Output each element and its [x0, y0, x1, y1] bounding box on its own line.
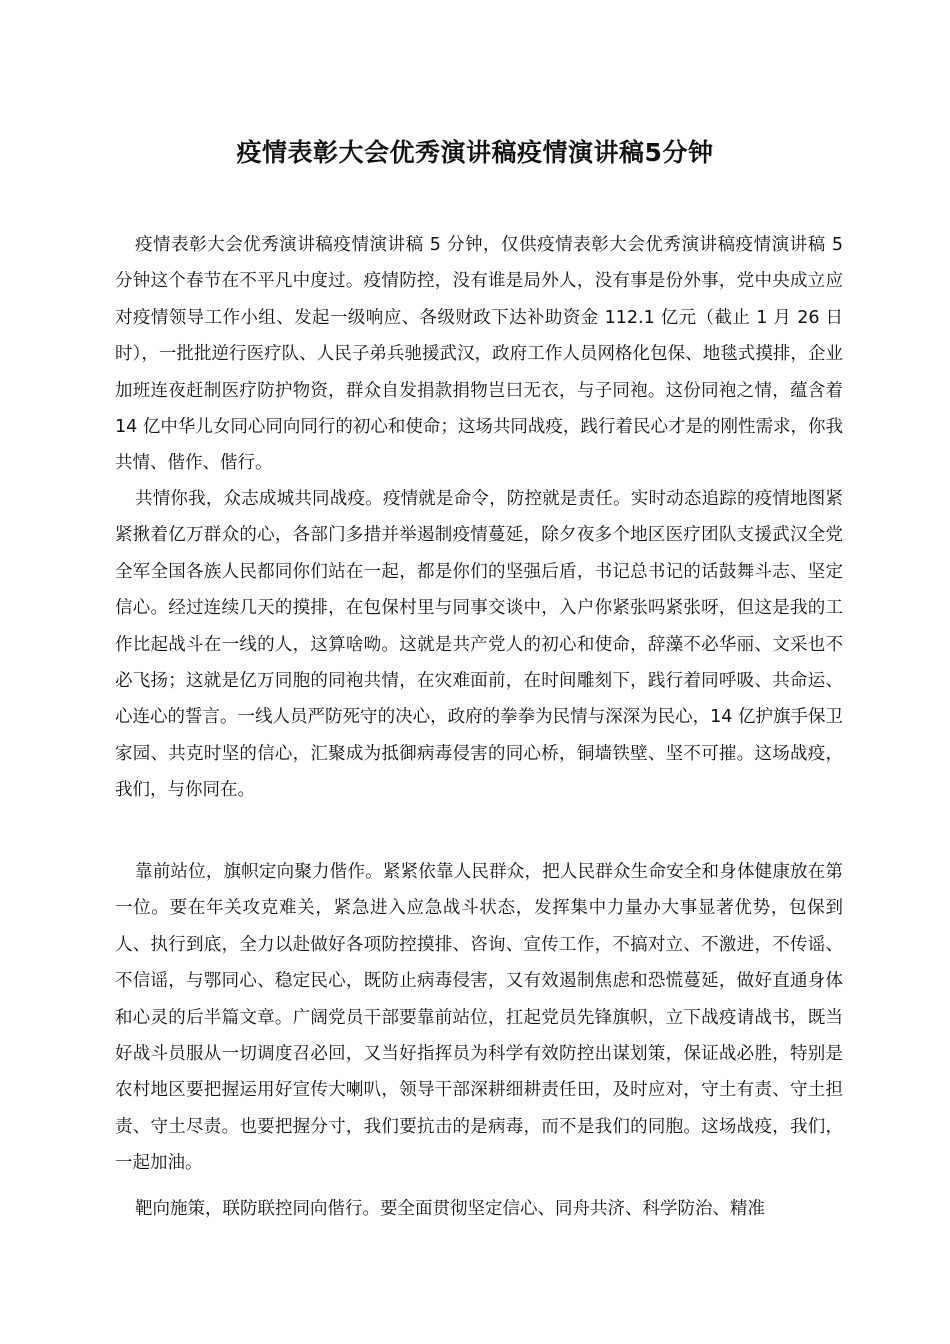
paragraph-1: 疫情表彰大会优秀演讲稿疫情演讲稿 5 分钟，仅供疫情表彰大会优秀演讲稿疫情演讲稿 5 分钟这个春节在不平凡中度过。疫情防控，没有谁是局外人，没有事是份外事，党中央成立应对疫情领导工作小组、发起一级响应、各级财政下达补助资金 112.1 亿元（截止 1 月 26 日时），一批批逆行医疗队、人民子弟兵驰援武汉，政府工作人员网格化包保、地毯式摸排，企业加班连夜赶制医疗防护物资，群众自发捐款捐物岂曰无衣，与子同袍。这份同袍之情，蕴含着 14 亿中华儿女同心同向同行的初心和使命；这场共同战疫，践行着民心才是的刚性需求，你我共情、偕作、偕行。 — [115, 235, 843, 474]
paragraph-4: 靶向施策，联防联控同向偕行。要全面贯彻坚定信心、同舟共济、科学防治、精准 — [135, 1199, 765, 1219]
paragraph-3: 靠前站位，旗帜定向聚力偕作。紧紧依靠人民群众，把人民群众生命安全和身体健康放在第一位。要在年关攻克难关，紧急进入应急战斗状态，发挥集中力量办大事显著优势，包保到人、执行到底，全力以赴做好各项防控摸排、咨询、宣传工作，不搞对立、不激进，不传谣、不信谣，与鄂同心、稳定民心，既防止病毒侵害，又有效遏制焦虑和恐慌蔓延，做好直通身体和心灵的后半篇文章。广阔党员干部要靠前站位，扛起党员先锋旗帜，立下战疫请战书，既当好战斗员服从一切调度召必回，又当好指挥员为科学有效防控出谋划策，保证战必胜，特别是农村地区要把握运用好宣传大喇叭，领导干部深耕细耕责任田，及时应对，守土有责、守土担责、守土尽责。也要把握分寸，我们要抗击的是病毒，而不是我们的同胞。这场战疫，我们，一起加油。 — [115, 862, 843, 1174]
document-title: 疫情表彰大会优秀演讲稿疫情演讲稿5分钟 — [236, 138, 714, 167]
paragraph-2: 共情你我，众志成城共同战疫。疫情就是命令，防控就是责任。实时动态追踪的疫情地图紧紧揪着亿万群众的心，各部门多措并举遏制疫情蔓延，除夕夜多个地区医疗团队支援武汉全党全军全国各族人民都同你们站在一起，都是你们的坚强后盾，书记总书记的话鼓舞斗志、坚定信心。经过连续几天的摸排，在包保村里与同事交谈中，入户你紧张吗紧张呀，但这是我的工作比起战斗在一线的人，这算啥呦。这就是共产党人的初心和使命，辞藻不必华丽、文采也不必飞扬；这就是亿万同胞的同袍共情，在灾难面前，在时间雕刻下，践行着同呼吸、共命运、心连心的誓言。一线人员严防死守的决心，政府的拳拳为民情与深深为民心，14 亿护旗手保卫家园、共克时坚的信心，汇聚成为抵御病毒侵害的同心桥，铜墙铁壁、坚不可摧。这场战疫，我们，与你同在。 — [115, 489, 843, 801]
